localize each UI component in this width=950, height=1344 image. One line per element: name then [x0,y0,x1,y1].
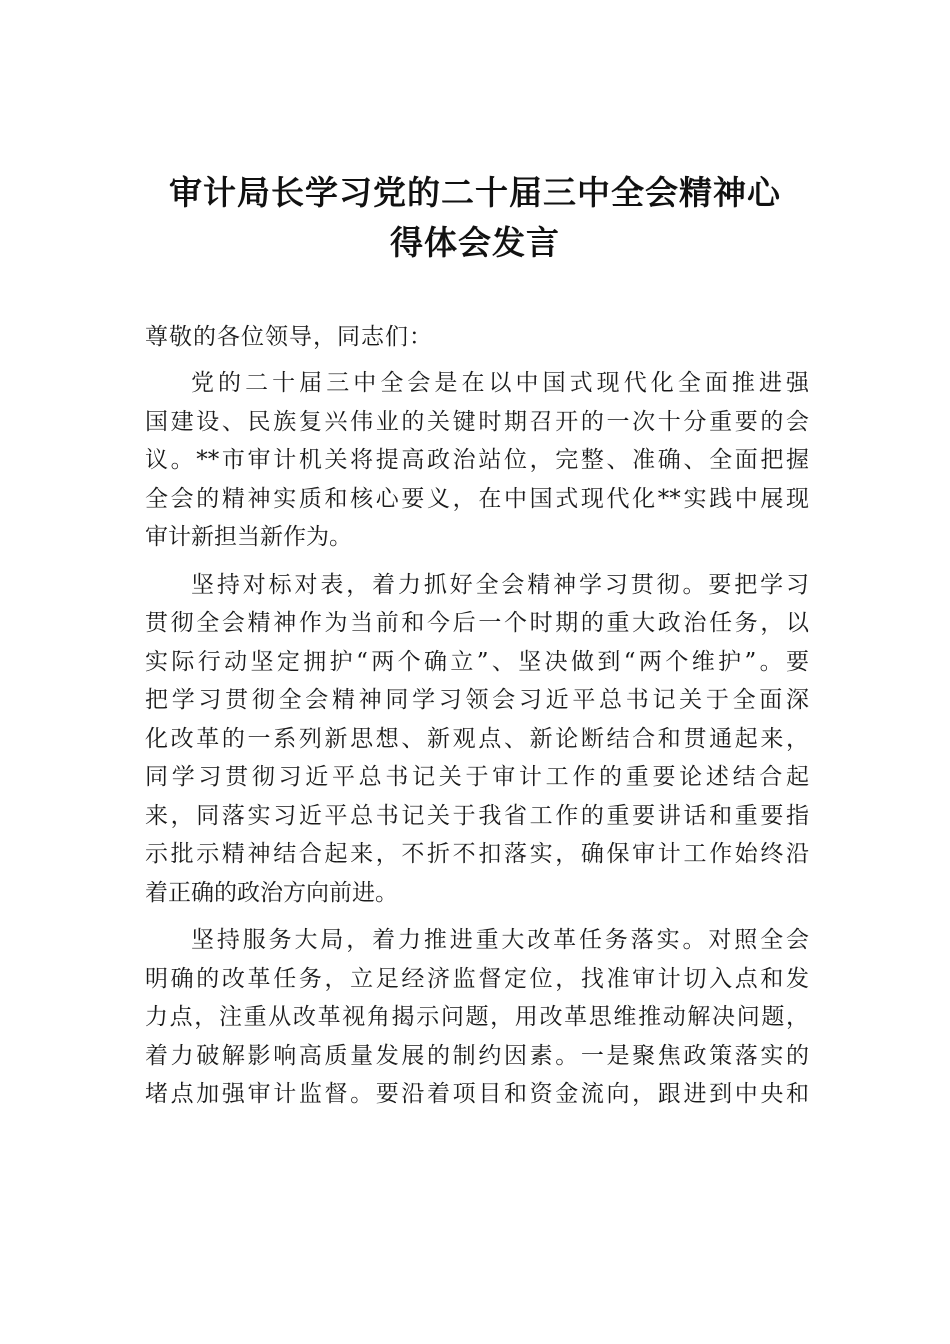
text-line: 化改革的一系列新思想、新观点、新论断结合和贯通起来， [145,725,809,752]
document-body [145,318,809,1123]
text-line: 来，同落实习近平总书记关于我省工作的重要讲话和重要指 [145,802,809,829]
text-line: 坚持对标对表，着力抓好全会精神学习贯彻。要把学习 [191,571,809,598]
salutation: 尊敬的各位领导，同志们： [145,324,433,350]
text-line: 审计新担当新作为。 [145,524,352,550]
text-line: 示批示精神结合起来，不折不扣落实，确保审计工作始终沿 [145,841,809,867]
text-line: 贯彻全会精神作为当前和今后一个时期的重大政治任务，以 [145,610,809,636]
paragraph [145,921,809,1114]
paragraph [145,364,809,557]
paragraph [145,566,809,913]
text-line: 堵点加强审计监督。要沿着项目和资金流向，跟进到中央和 [145,1081,809,1107]
text-line: 着正确的政治方向前进。 [145,879,398,906]
text-line: 全会的精神实质和核心要义，在中国式现代化**实践中展现 [145,485,809,512]
text-line: 坚持服务大局，着力推进重大改革任务落实。对照全会 [191,927,809,953]
text-line: 议。**市审计机关将提高政治站位，完整、准确、全面把握 [145,447,809,473]
text-line: 同学习贯彻习近平总书记关于审计工作的重要论述结合起 [145,764,809,790]
text-line: 明确的改革任务，立足经济监督定位，找准审计切入点和发 [145,965,809,992]
title-line: 审计局长学习党的二十届三中全会精神心 [169,173,781,212]
text-line: 实际行动坚定拥护“两个确立”、坚决做到“两个维护”。要 [145,648,809,675]
text-line: 力点，注重从改革视角揭示问题，用改革思维推动解决问题， [145,1004,809,1030]
text-line: 党的二十届三中全会是在以中国式现代化全面推进强 [191,370,809,396]
title-line: 得体会发言 [390,223,560,262]
document-title [130,168,820,268]
text-line: 国建设、民族复兴伟业的关键时期召开的一次十分重要的会 [145,408,809,435]
text-line: 把学习贯彻全会精神同学习领会习近平总书记关于全面深 [145,687,809,713]
text-line: 着力破解影响高质量发展的制约因素。一是聚焦政策落实的 [145,1042,809,1069]
